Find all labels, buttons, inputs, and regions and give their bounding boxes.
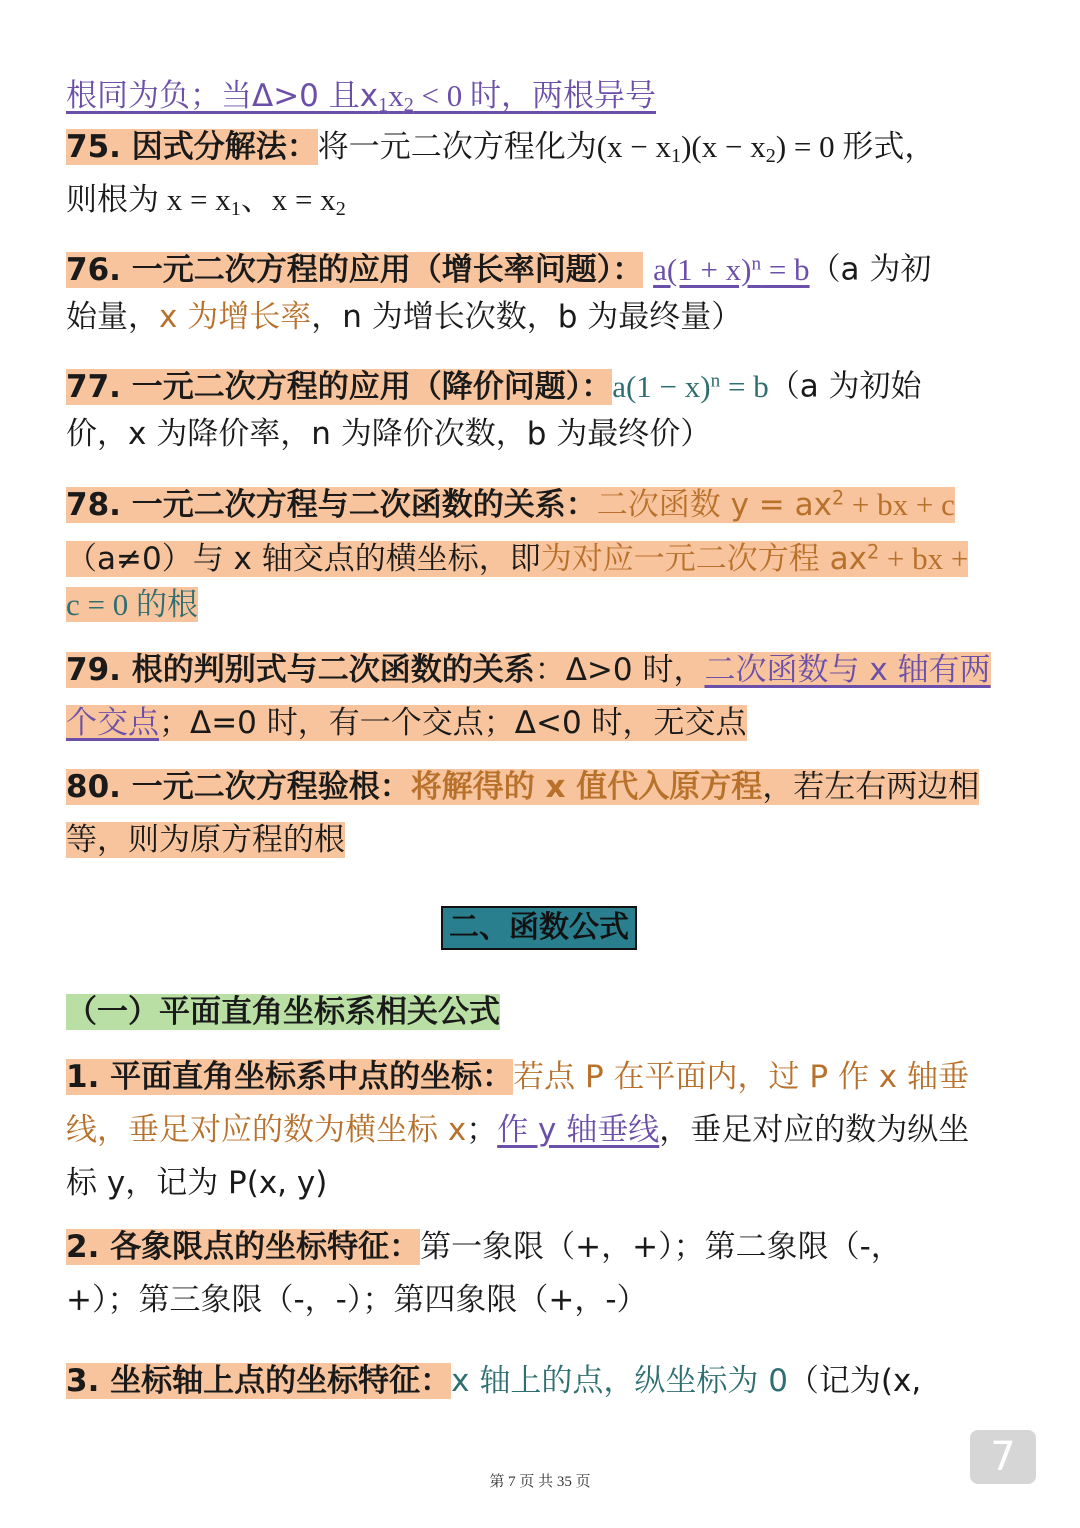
- item-80: 80. 一元二次方程验根：将解得的 x 值代入原方程，若左右两边相: [66, 769, 980, 805]
- formula-1-heading: 1. 平面直角坐标系中点的坐标：: [66, 1059, 514, 1095]
- item-76-heading: 76. 一元二次方程的应用（增长率问题）：: [66, 251, 644, 288]
- item-79-line2: 个交点；Δ=0 时，有一个交点；Δ<0 时，无交点: [66, 705, 747, 741]
- item-79-heading: 79. 根的判别式与二次函数的关系: [66, 652, 535, 688]
- item-79: 79. 根的判别式与二次函数的关系：Δ>0 时，二次函数与 x 轴有两: [66, 652, 991, 688]
- item-76-line2: 始量，x 为增长率，n 为增长次数，b 为最终量）: [66, 299, 743, 335]
- formula-1-line3: 标 y，记为 P(x, y): [66, 1165, 328, 1201]
- item-77-line2: 价，x 为降价率，n 为降价次数，b 为最终价）: [66, 416, 712, 452]
- item-75-line2: 则根为 $x = x_1$、$x = x_2$: [66, 182, 346, 221]
- item-77-heading: 77. 一元二次方程的应用（降价问题）：: [66, 368, 613, 405]
- page-footer: 第 7 页 共 35 页: [489, 1474, 591, 1490]
- item-75-heading: 75. 因式分解法：: [66, 129, 318, 165]
- formula-1-line2: 线，垂足对应的数为横坐标 x；作 y 轴垂线，垂足对应的数为纵坐: [66, 1112, 970, 1148]
- formula-2: 2. 各象限点的坐标特征：第一象限（+，+）；第二象限（-，: [66, 1229, 902, 1265]
- item-77: 77. 一元二次方程的应用（降价问题）：$a(1 - x)^n = b(a$ 为初始: [66, 368, 922, 405]
- item-80-line2: 等，则为原方程的根: [66, 822, 345, 858]
- item-78-heading: 78. 一元二次方程与二次函数的关系：: [66, 486, 597, 523]
- item-78-line2: （a≠0）与 x 轴交点的横坐标，即为对应一元二次方程 $ax^2$ + bx +: [66, 540, 969, 577]
- item-76: 76. 一元二次方程的应用（增长率问题）： $a(1 + x)^n = b(a$ 为初: [66, 251, 932, 288]
- item-78: 78. 一元二次方程与二次函数的关系：二次函数 $y = ax^2$ + bx + c: [66, 486, 955, 523]
- formula-2-line2: +）；第三象限（-，-）；第四象限（+，-）: [66, 1282, 648, 1318]
- line-root-signs: 根同为负；当Δ>0 且$x_1x_2 < 0$ 时，两根异号: [66, 78, 656, 117]
- formula-2-heading: 2. 各象限点的坐标特征：: [66, 1229, 421, 1265]
- item-75: 75. 因式分解法：将一元二次方程化为$(x - x_1)(x - x_2) = 0$ 形式，: [66, 129, 936, 168]
- item-80-heading: 80. 一元二次方程验根：: [66, 769, 411, 805]
- formula-1: 1. 平面直角坐标系中点的坐标：若点 P 在平面内，过 P 作 x 轴垂: [66, 1059, 969, 1095]
- subsection-title: （一）平面直角坐标系相关公式: [66, 994, 500, 1030]
- formula-3: 3. 坐标轴上点的坐标特征：x 轴上的点，纵坐标为 0（记为(x,: [66, 1363, 922, 1399]
- section-title: 二、函数公式: [441, 906, 637, 950]
- item-78-line3: c = 0 的根: [66, 587, 198, 622]
- page-number-badge: 7: [970, 1430, 1036, 1484]
- formula-3-heading: 3. 坐标轴上点的坐标特征：: [66, 1363, 452, 1399]
